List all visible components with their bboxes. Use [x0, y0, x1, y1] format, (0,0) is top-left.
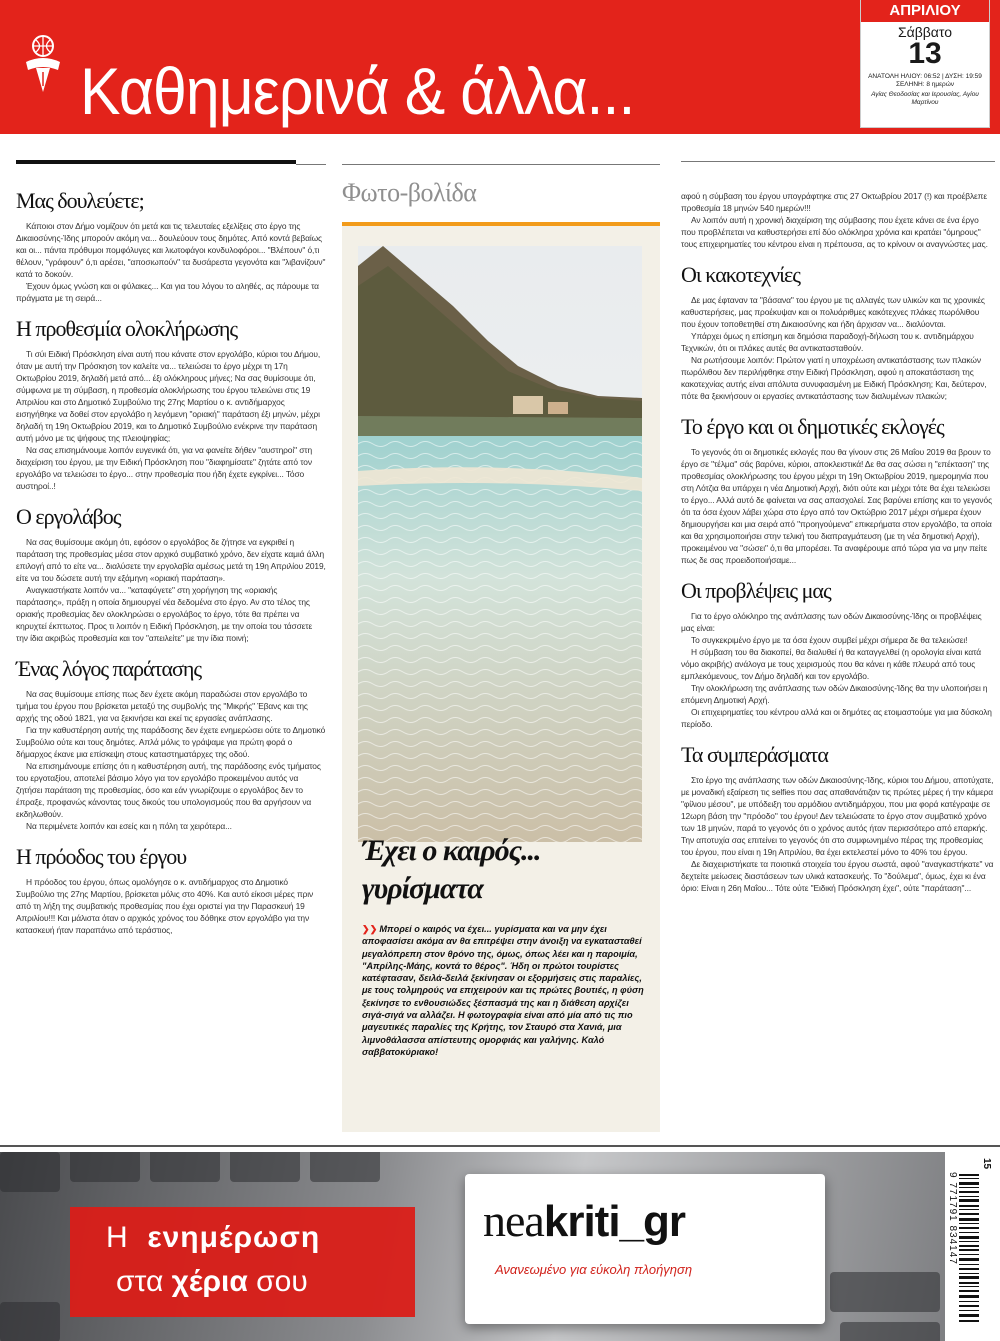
ad-divider	[0, 1145, 1000, 1147]
photo-feature-panel	[342, 226, 660, 1132]
date-day-number: 13	[908, 37, 942, 70]
middle-column-rule	[342, 164, 660, 165]
brand-part: nea	[483, 1195, 544, 1246]
paragraph: Στο έργο της ανάπλασης των οδών Δικαιοσύνης-Ίδης, κύριοι του Δήμου, αποτύχατε, με μοναδική εξαίρεση τις selfies που σας απαθανάτιζαν τις πρώτες μέρες ή την κάμερα "φίλιου μέσου", με υπόδειξη του αρμόδιου αντιδημάρχου, που μια φορά κατέγραψε σε 12ωρη βάση την "πρόοδο" του έργου! Δεν τελειώσατε το έργο στον συμβατικό χρόνο των 18 μηνών, παρά το γεγονός ότι ο χρόνος αυτός ήταν περισσότερο από επαρκής. Την αποτυχία σας επιτείνει το γεγονός ότι στο συμφωνημένο πέρας της προθεσμίας του έργου, που είναι η 19η Απριλίου, θα έχει εκτελεστεί μόνο το 40% του έργου.	[681, 775, 994, 857]
right-column-rule	[681, 161, 995, 162]
article-section	[681, 742, 995, 894]
brand-part: kriti	[543, 1197, 620, 1246]
section-title: Οι προβλέψεις μας	[681, 578, 831, 603]
section-title: Οι κακοτεχνίες	[681, 262, 800, 287]
paragraph: Να ρωτήσουμε λοιπόν: Πρώτον γιατί η υποχρέωση αντικατάστασης των πλακών πωρόλιθου δεν περιλήφθηκε στην Ειδική Πρόσκληση, αφού η αποκατάσταση της κακοτεχνίας αυτής είναι απόλυτα συνυφασμένη με Ειδική Πρόσκληση; Και, δεύτερον, πότε θα ξεκινήσουν οι εργασίες αντικατάστασης των διαλυμένων πλακών;	[681, 355, 987, 401]
ad-brand-card	[465, 1174, 825, 1324]
barcode-bars-icon	[959, 1174, 979, 1324]
ad-slogan-line1	[106, 1221, 320, 1255]
double-chevron-icon: ❯❯	[362, 924, 378, 934]
issue-number: 15	[981, 1158, 992, 1170]
barcode	[947, 1152, 1000, 1341]
left-column	[16, 160, 326, 936]
ad-slogan-word: ενημέρωση	[147, 1221, 321, 1254]
article-section	[16, 316, 326, 492]
article-section	[681, 262, 995, 402]
moon-phase: ΣΕΛΗΝΗ: 8 ημερών	[895, 81, 955, 88]
paragraph: Δε διαχειριστήκατε τα ποιοτικά στοιχεία του έργου σωστά, αφού "αναγκαστήκατε" να δεχτείτε μείωσεις διαστάσεων των υλικά κατασκευής. Το "δούλεμα", όμως, έχει κι ένα όριο: Είναι η 26η Μαΐου... Τότε ούτε "Ειδική Πρόσκληση έχει", ούτε "παράταση"...	[681, 859, 994, 893]
paragraph: Υπάρχει όμως η επίσημη και δημόσια παραδοχή-δήλωση του κ. αντιδημάρχου Τεχνικών, ότι οι πλάκες αυτές θα αντικατασταθούν.	[681, 331, 974, 353]
barcode-digits: 9 771791 834147	[947, 1172, 958, 1265]
ad-slogan-panel	[70, 1207, 415, 1317]
beach-photo	[358, 246, 642, 842]
paragraph: Να επισημάνουμε επίσης ότι η καθυστέρηση αυτή, της παράδοσης ενός τμήματος του εργοταξίου, αποτελεί βάσιμο λόγο για τον εργολάβο προκειμένου αυτός να ζητήσει παράταση της προθεσμίας, όσο και εάν γνωρίζουμε ο εργολάβος δεν το έπραξε, προφανώς κάνοντας τους δικούς του υπολογισμούς που θα αργήσουν να εκδηλωθούν.	[16, 761, 321, 819]
paragraph: αφού η σύμβαση του έργου υπογράφτηκε στις 27 Οκτωβρίου 2017 (!) και προέβλεπε προθεσμία 18 μηνών 540 ημερών!!!	[681, 191, 987, 213]
beach-lagoon-illustration	[358, 246, 642, 842]
paragraph: Να περιμένετε λοιπόν και εσείς και η πόλη τα χειρότερα...	[26, 821, 232, 831]
article-section	[681, 578, 995, 730]
section-title: Ένας λόγος παράτασης	[16, 656, 202, 681]
article-section	[16, 504, 326, 644]
paragraph: Τι σύι Ειδική Πρόσκληση είναι αυτή που κάνατε στον εργολάβο, κύριοι του Δήμου, όταν με αυτή την Πρόσκηση τον καλείτε να... τελειώσει το έργο μέχρι τη 17η Οκτωβρίου 2019, δηλαδή μετά από... έξι ολόκληρους μήνες; Να σας θυμίσουμε ότι, σύμφωνα με τη σύμβαση, η προθεσμία ολοκλήρωσης του έργου τελειώνει στις 19 Απριλίου και στο Δημοτικό Συμβούλιο της 27ης Μαρτίου ο κ. αντιδήμαρχος εισηγήθηκε να δοθεί στον εργολάβο η λεγόμενη "οριακή" παράταση έξι μηνών, μέχρι δηλαδή τη 19η Οκτωβρίου 2019, και το Δημοτικό Συμβούλιο ενέκρινε την παράταση αυτή μόνο με τις ψήφους της πλειοψηφίας;	[16, 349, 321, 443]
article-section	[681, 414, 995, 566]
sunrise-sunset: ΑΝΑΤΟΛΗ ΗΛΙΟΥ: 06:52 | ΔΥΣΗ: 19:59	[868, 73, 982, 80]
section-title: Τα συμπεράσματα	[681, 742, 828, 767]
paragraph: Την ολοκλήρωση της ανάπλασης των οδών Δικαιοσύνης-Ίδης θα την υλοποιήσει η επόμενη Δημοτική Αρχή.	[681, 683, 988, 705]
masthead-title: Καθημερινά & άλλα...	[80, 54, 635, 128]
photo-headline-line: γυρίσματα	[362, 872, 483, 905]
ad-slogan-word: Η	[106, 1221, 129, 1254]
article-section	[16, 188, 326, 304]
section-title: Μας δουλεύετε;	[16, 188, 144, 213]
name-day-saints: Αγίας Θεοδοσίας και Ιερουσίας, Αγίου Μαρτίνου	[871, 91, 979, 106]
section-title: Η πρόοδος του έργου	[16, 844, 187, 869]
date-box	[860, 0, 990, 128]
date-month: ΑΠΡΙΛΙΟΥ	[861, 0, 989, 22]
ad-slogan-word: στα	[116, 1265, 164, 1298]
ad-slogan-word: χέρια	[171, 1265, 248, 1298]
pen-globe-logo-icon	[18, 34, 68, 94]
neakriti-logo	[483, 1194, 685, 1247]
photo-section-label: Φωτο-βολίδα	[342, 178, 477, 207]
ad-slogan-line2	[116, 1265, 308, 1299]
paragraph: Αν λοιπόν αυτή η χρονική διαχείριση της σύμβασης που έχετε κάνει σε ένα έργο που προβλέπεται να καθυστερήσει επί δύο ολόκληρα χρόνια και κρατάει "όμηρους" τους επιχειρηματίες του κέντρου είναι η πρέπουσα, ας το κρίνουν οι αναγνώστες μας.	[681, 215, 988, 249]
paragraph: Το συγκεκριμένο έργο με τα όσα έχουν συμβεί μέχρι σήμερα δε θα τελειώσει!	[691, 635, 968, 645]
paragraph: Δε μας έφταναν τα "βάσανα" του έργου με τις αλλαγές των υλικών και τις χρονικές καθυστερήσεις, μας προέκυψαν και οι πολυάριθμες κακότεχνες πλάκες πωρόλιθου που έχουν τοποθετηθεί στη Δικαιοσύνης και ήδη άρχισαν να... διαλύονται.	[681, 295, 985, 329]
paragraph: Να σας θυμίσουμε επίσης πως δεν έχετε ακόμη παραδώσει στον εργολάβο το τμήμα του έργου που βρίσκεται μεταξύ της συμβολής της "Μικρής" Έβανς και της αρχής της οδού 1821, για να ξεκινήσει και εκεί τις εργασίες ανάπλασης.	[16, 689, 308, 723]
photo-headline-line: Έχει ο καιρός...	[362, 834, 541, 867]
article-section	[16, 656, 326, 832]
photo-headline	[362, 832, 540, 908]
paragraph: Οι επιχειρηματίες του κέντρου αλλά και οι δημότες ας ετοιμαστούμε για μια δύσκολη περίοδο.	[681, 707, 992, 729]
masthead-banner	[0, 0, 1000, 134]
date-weekday: Σάββατο	[897, 24, 953, 40]
paragraph: Να σας θυμίσουμε ακόμη ότι, εφόσον ο εργολάβος δε ζήτησε να εγκριθεί η παράταση της προθεσμίας μέσα στον αρχικό συμβατικό χρόνο, δεν είχατε καμιά άλλη επιλογή από το είτε να... διαλύσετε την εργολαβία αμέσως μετά τη 19η Απριλίου 2019, είτε να του δώσετε αυτή την εξάμηνη «οριακή παράταση».	[16, 537, 326, 583]
paragraph: Αναγκαστήκατε λοιπόν να... "καταφύγετε" στη χορήγηση της «οριακής παράτασης», πράξη η οποία δημιουργεί νέα δεδομένα στο έργο. Αν στο τέλος της οριακής προθεσμίας δεν ολοκληρώσει ο εργολάβος το έργο, τότε θα πρέπει να κηρυχτεί έκπτωτος. Προς τι λοιπόν η Ειδική Πρόσκληση, με την οποία του τάσσετε την ίδια ακριβώς προθεσμία και τον "απειλείτε" με την ίδια ποινή;	[16, 585, 313, 643]
article-section	[16, 844, 326, 936]
section-title: Ο εργολάβος	[16, 504, 121, 529]
ad-slogan-word: σου	[256, 1265, 308, 1298]
paragraph: Για την καθυστέρηση αυτής της παράδοσης δεν έχετε ενημερώσει ούτε το Δημοτικό Συμβούλιο ούτε και τους δημότες. Απλά μόλις το γράψαμε για πρώτη φορά ο δήμαρχος έκανε μια επίσκεψη στους καταστηματάρχες της οδού.	[16, 725, 326, 759]
ad-tagline: Ανανεωμένο για εύκολη πλοήγηση	[495, 1262, 693, 1277]
paragraph: Για το έργο ολόκληρο της ανάπλασης των οδών Δικαιοσύνης-Ίδης οι προβλέψεις μας είναι:	[681, 611, 982, 633]
paragraph: Η πρόοδος του έργου, όπως ομολόγησε ο κ. αντιδήμαρχος στο Δημοτικό Συμβούλιο της 27ης Μαρτίου, βρίσκεται μόλις στο 40%. Και αυτό είκοσι μέρες πριν από τη λήξη της συμβατικής προθεσμίας που έχει οριστεί για την Παρασκευή 19 Απριλίου!!! Και μάλιστα όταν ο αρχικός χρόνος του δόθηκε στον εργολάβο για την κατασκευή ήταν παραπάνω από τεράστιος,	[16, 877, 314, 935]
paragraph: Η σύμβαση του θα διακοπεί, θα διαλυθεί ή θα καταγγελθεί (η ορολογία είναι κατά νόμο ακριβής) ανάλογα με τους χειρισμούς που θα κάνει η κάθε πλευρά από τους εμπλεκόμενους, τον Δήμο δηλαδή και τον εργολάβο.	[681, 647, 981, 681]
right-column	[681, 190, 995, 894]
neakriti-advertisement[interactable]	[0, 1152, 945, 1341]
photo-caption	[362, 923, 648, 1058]
brand-part: _gr	[619, 1197, 686, 1246]
paragraph: Το γεγονός ότι οι δημοτικές εκλογές που θα γίνουν στις 26 Μαΐου 2019 θα βρουν το έργο σε "τέλμα" σάς βαρύνει, κύριοι, αποκλειστικά! Δε θα σας σώσει η "επέκταση" της προθεσμίας ολοκλήρωσης του έργου μέχρι τη 19η Οκτωβρίου 2019, ημερομηνία που στη Λότζια θα υπάρχει η νέα Δημοτική Αρχή, διότι ούτε και μέχρι τότε θα έχει τελειώσει το έργο... Αλλά αυτό δε φαίνεται να σας απασχολεί. Σας βαρύνει επίσης και το γεγονός ότι τα όσα έχουν λάβει χώρα στο έργο από τον Οκτώβριο 2017 μέχρι σήμερα έχουν δημιουργήσει και μια σειρά από "προηγούμενα" επικερήματα στον εργολάβο, τα οποία και θα χρησιμοποιήσει στην τελική του διαπραγμάτευση (με τη νέα δημοτική Αρχή), προκειμένου να "σώσει" ό,τι θα μπορέσει. Τα αναφέρουμε από τώρα για να μην πείτε πως δε σας προειδοποιήσαμε...	[681, 447, 993, 565]
section-title: Το έργο και οι δημοτικές εκλογές	[681, 414, 944, 439]
paragraph: Έχουν όμως γνώση και οι φύλακες... Και για του λόγου το αληθές, ας πάρουμε τα πράγματα με τη σειρά...	[16, 281, 319, 303]
section-title: Η προθεσμία ολοκλήρωσης	[16, 316, 238, 341]
paragraph: Να σας επισημάνουμε λοιπόν ευγενικά ότι, για να φανείτε δήθεν "αυστηροί" στη διαχείριση του έργου, με την Ειδική Πρόσκληση που "διαφημίσατε" ζητάτε από τον εργολάβο να τελειώσει το έργο... στην προθεσμία που ήδη έχετε εγκρίνει... Τόσο αυστηροί..!	[16, 445, 313, 491]
paragraph: Κάποιοι στον Δήμο νομίζουν ότι μετά και τις τελευταίες εξελίξεις στο έργο της Δικαιοσύνης-Ίδης μπορούν ακόμη να... δουλεύουν τους δημότες. Από κοντά βεβαίως και οι... πάντα πρόθυμοι πομφόλυγες και λιωτοφάγοι κονδυλοφόροι... "Βλέπουν" ό,τι θέλουν, "γράφουν" ό,τι αρέσει, "αποσιωπούν" τα δυσάρεστα γεγονότα και "λιβανίζουν" κατά το δοκούν.	[16, 221, 326, 279]
photo-caption-text: Μπορεί ο καιρός να έχει... γυρίσματα και να μην έχει αποφασίσει ακόμα αν θα επιτρέψει στην άνοιξη να εγκατασταθεί μεγαλόπρεπη στον θρόνο της, όμως, όπως λέει και η παροιμία, "Απρίλης-Μάης, κοντά το θέρος". Ήδη οι πρώτοι τουρίστες κατέφτασαν, δειλά-δειλά ξεκίνησαν οι εξορμήσεις στις παραλίες, με τους τολμηρούς να επιχειρούν και τις πρώτες βουτιές, η φύση ξεκίνησε το ενθουσιώδες ξέσπασμά της και η διάθεση αρχίζει σιγά-σιγά να αλλάζει. Η φωτογραφία είναι από μία από τις πιο μαγευτικές παραλίες της Κρήτης, τον Σταυρό στα Χανιά, μια λιμνοθάλασσα απίστευτης ομορφιάς και γαλήνης. Καλό σαββατοκύριακο!	[362, 924, 644, 1057]
